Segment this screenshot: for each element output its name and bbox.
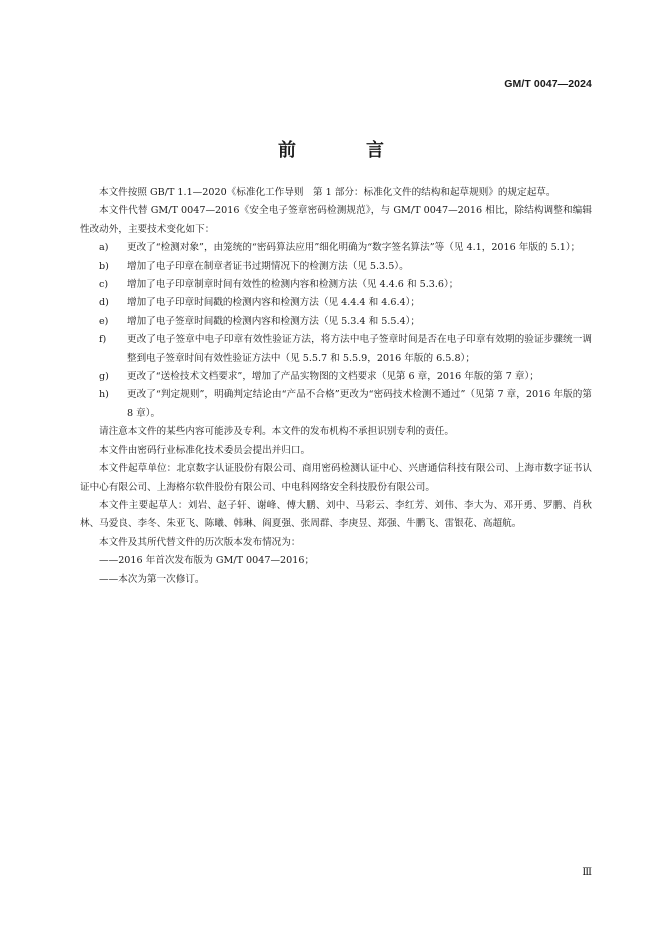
change-marker: e) <box>99 315 109 327</box>
change-item <box>80 239 592 257</box>
change-marker: d) <box>99 297 109 309</box>
change-text: 增加了电子印章时间戳的检测内容和检测方法（见 4.4.4 和 4.6.4）； <box>127 297 421 309</box>
change-marker: a) <box>99 242 109 254</box>
change-marker: f) <box>99 334 107 346</box>
document-id: GM/T 0047—2024 <box>504 78 592 90</box>
change-item <box>80 386 592 423</box>
change-text: 更改了电子签章中电子印章有效性验证方法，将方法中电子签章时间是否在电子印章有效期的验证步骤统一调整到电子签章时间有效性验证方法中（见 5.5.7 和 5.5.9，2016 年版的 6.5.8）； <box>127 334 592 364</box>
paragraph-history-intro: 本文件及其所代替文件的历次版本发布情况为： <box>99 536 301 548</box>
page-title: 前 言 <box>278 140 410 161</box>
change-item <box>80 331 592 368</box>
history-item: ——本次为第一次修订。 <box>99 573 205 585</box>
change-item <box>80 276 592 294</box>
change-marker: h) <box>99 389 109 401</box>
change-item <box>80 313 592 331</box>
change-marker: c) <box>99 279 109 291</box>
change-text: 增加了电子印章在制章者证书过期情况下的检测方法（见 5.3.5）。 <box>127 260 409 272</box>
change-text: 更改了“送检技术文档要求”，增加了产品实物图的文档要求（见第 6 章，2016 年版的第 7 章）； <box>127 371 539 383</box>
change-text: 更改了“判定规则”，明确判定结论由“产品不合格”更改为“密码技术检测不通过”（见第 7 章，2016 年版的第 8 章）。 <box>127 389 592 419</box>
paragraph-proposer: 本文件由密码行业标准化技术委员会提出并归口。 <box>99 444 311 456</box>
change-text: 更改了“检测对象”，由笼统的“密码算法应用”细化明确为“数字签名算法”等（见 4.1，2016 年版的 5.1）； <box>127 242 581 254</box>
paragraph-replacement: 本文件代替 GM/T 0047—2016《安全电子签章密码检测规范》，与 GM/T 0047—2016 相比，除结构调整和编辑性改动外，主要技术变化如下： <box>80 205 592 235</box>
foreword-body <box>80 184 592 589</box>
paragraph-drafters: 本文件主要起草人：刘岩、赵子轩、谢峰、傅大鹏、刘中、马彩云、李红芳、刘伟、李大为、邓开勇、罗鹏、肖秋林、马爱良、李冬、朱亚飞、陈曦、韩琳、阎夏强、张周群、李庚昱、郑强、牛鹏飞、雷银花、高超航。 <box>80 499 592 530</box>
change-marker: b) <box>99 260 109 272</box>
change-item <box>80 368 592 386</box>
change-item <box>80 294 592 312</box>
change-item <box>80 258 592 276</box>
change-text: 增加了电子印章制章时间有效性的检测内容和检测方法（见 4.4.6 和 5.3.6）； <box>127 279 459 291</box>
paragraph-drafting-units: 本文件起草单位：北京数字认证股份有限公司、商用密码检测认证中心、兴唐通信科技有限公司、上海市数字证书认证中心有限公司、上海格尔软件股份有限公司、中电科网络安全科技股份有限公司。 <box>80 463 592 493</box>
history-item: ——2016 年首次发布版为 GM/T 0047—2016； <box>99 555 315 567</box>
page-number: Ⅲ <box>582 867 592 878</box>
change-text: 增加了电子签章时间戳的检测内容和检测方法（见 5.3.4 和 5.5.4）； <box>127 315 421 327</box>
paragraph-patent-notice: 请注意本文件的某些内容可能涉及专利。本文件的发布机构不承担识别专利的责任。 <box>99 426 454 438</box>
change-marker: g) <box>99 371 109 383</box>
paragraph-drafting-rules: 本文件按照 GB/T 1.1—2020《标准化工作导则 第 1 部分：标准化文件的结构和起草规则》的规定起草。 <box>99 187 556 198</box>
